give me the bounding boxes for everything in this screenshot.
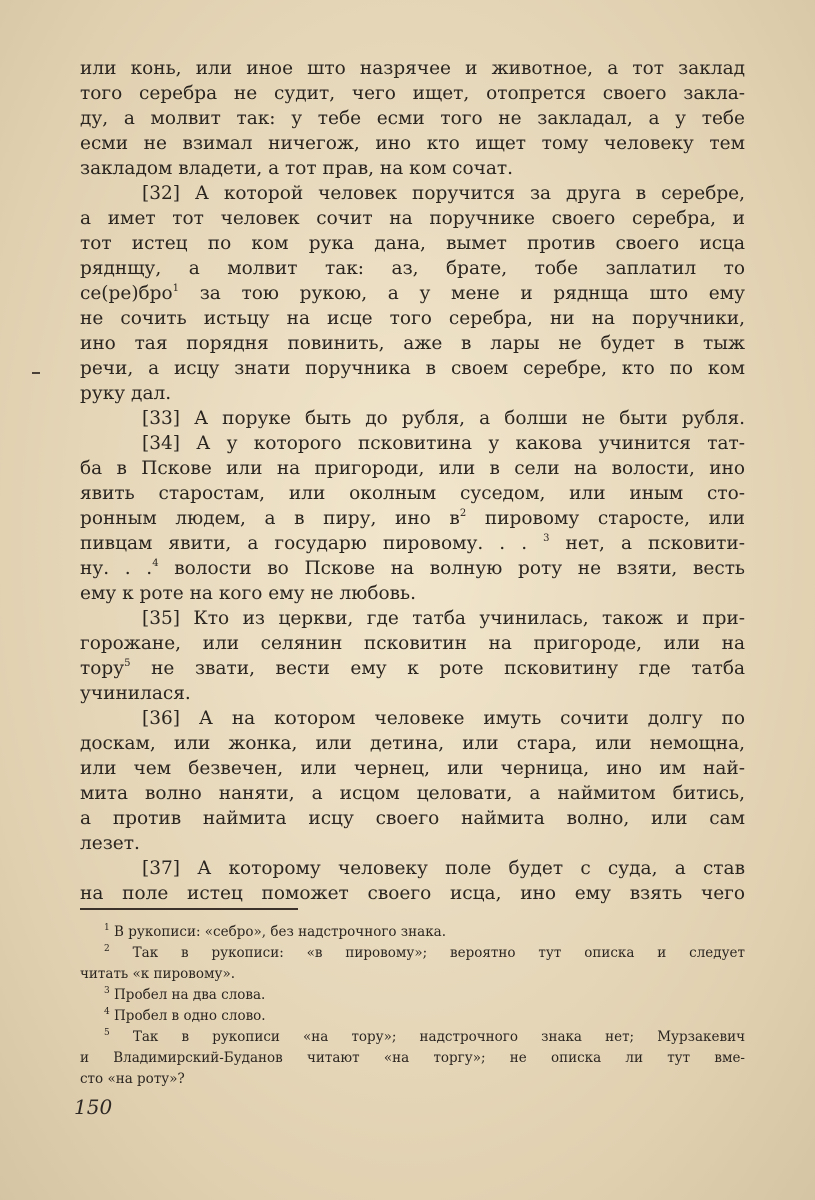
footnote-number: 2	[104, 944, 110, 954]
text-line: а имет тот человек сочит на поручнике своего серебра, и	[80, 208, 745, 229]
text-fragment: пировому старосте, или	[484, 508, 745, 529]
footnote-separator	[80, 908, 298, 910]
page-number: 150	[74, 1095, 113, 1119]
footnote-5	[80, 1027, 745, 1048]
footnote-marker-2: 2	[459, 508, 467, 519]
footnote-number: 3	[104, 986, 110, 996]
text-line-with-note-3	[80, 531, 745, 556]
text-line-with-note-5	[80, 656, 745, 681]
text-fragment: за тою рукою, а у мене и ряднща што ему	[199, 283, 745, 304]
article-34-line: [34] А у которого псковитина у какова учинится тат-	[142, 433, 745, 454]
footnote-number: 4	[104, 1007, 110, 1017]
text-line: ба в Пскове или на пригороди, или в сели на волости, ино	[80, 458, 745, 479]
text-line: ряднщу, а молвит так: аз, брате, тобе заплатил то	[80, 258, 745, 279]
footnote-text: Так в рукописи: «в пировому»; вероятно тут описка и следует	[132, 945, 745, 961]
footnotes-block	[80, 922, 745, 1090]
article-33-line: [33] А поруке быть до рубля, а болши не быти рубля.	[142, 408, 745, 429]
text-line: учинилася.	[80, 683, 191, 704]
text-line: того серебра не судит, чего ищет, отопрется своего закла-	[80, 83, 745, 104]
article-37-line: [37] А которому человеку поле будет с суда, а став	[142, 858, 745, 879]
text-line: ино тая порядня повинить, аже в лары не будет в тыж	[80, 333, 745, 354]
text-line: тот истец по ком рука дана, вымет против своего исца	[80, 233, 745, 254]
text-line: доскам, или жонка, или детина, или стара, или немощна,	[80, 733, 745, 754]
text-line: явить старостам, или околным суседом, или иным сто-	[80, 483, 745, 504]
text-line: ему к роте на кого ему не любовь.	[80, 583, 417, 604]
text-line: или чем безвечен, или чернец, или черница, ино им най-	[80, 758, 745, 779]
text-fragment: не звати, вести ему к роте псковитину где татба	[151, 658, 745, 679]
text-line: есми не взимал ничегож, ино кто ищет тому человеку тем	[80, 133, 745, 154]
text-line: закладом владети, а тот прав, на ком сочат.	[80, 158, 513, 179]
article-35-line: [35] Кто из церкви, где татба учинилась, також и при-	[142, 608, 745, 629]
text-fragment: волости во Пскове на волную роту не взяти, весть	[174, 558, 745, 579]
footnote-5-continued: сто «на роту»?	[80, 1071, 185, 1087]
text-line: лезет.	[80, 833, 140, 854]
text-fragment: нет, а псковити-	[565, 533, 745, 554]
footnote-marker-3: 3	[543, 533, 550, 544]
footnote-text: Пробел на два слова.	[114, 987, 266, 1003]
margin-mark	[32, 372, 40, 374]
text-line: руку дал.	[80, 383, 172, 404]
footnote-marker-5: 5	[124, 658, 131, 669]
footnote-number: 1	[104, 923, 110, 933]
footnote-marker-4: 4	[152, 558, 159, 569]
article-32-line: [32] А которой человек поручится за друга в серебре,	[142, 183, 745, 204]
text-line: речи, а исцу знати поручника в своем серебре, кто по ком	[80, 358, 745, 379]
text-line: не сочить истьцу на исце того серебра, ни на поручники,	[80, 308, 745, 329]
text-fragment: пивцам явити, а государю пировому. . .	[80, 533, 528, 554]
footnote-text: В рукописи: «себро», без надстрочного знака.	[114, 924, 446, 940]
footnote-1	[80, 922, 745, 943]
text-fragment: ну. . .	[80, 558, 153, 579]
text-line-with-note-2	[80, 506, 745, 531]
footnote-text: Так в рукописи «на тору»; надстрочного знака нет; Мурзакевич	[132, 1029, 745, 1045]
text-line-with-note-4	[80, 556, 745, 581]
footnote-text: Пробел в одно слово.	[114, 1008, 266, 1024]
footnote-number: 5	[104, 1028, 110, 1038]
text-line: а против наймита исцу своего наймита волно, или сам	[80, 808, 745, 829]
footnote-5-continued: и Владимирский-Буданов читают «на торгу»; не описка ли тут вме-	[80, 1050, 745, 1066]
text-fragment: тору	[80, 658, 125, 679]
text-line: на поле истец поможет своего исца, ино ему взять чего	[80, 883, 745, 904]
text-line: горожане, или селянин псковитин на пригороде, или на	[80, 633, 745, 654]
footnote-4	[80, 1006, 745, 1027]
text-fragment: ронным людем, а в пиру, ино в	[80, 508, 460, 529]
footnote-marker-1: 1	[172, 283, 180, 294]
footnote-3	[80, 985, 745, 1006]
footnote-2	[80, 943, 745, 964]
text-fragment: се(ре)бро	[80, 283, 173, 304]
text-line-with-note-1	[80, 281, 745, 306]
footnote-2-continued: читать «к пировому».	[80, 966, 236, 982]
text-line: мита волно наняти, а исцом целовати, а наймитом битись,	[80, 783, 745, 804]
text-line: ду, а молвит так: у тебе есми того не закладал, а у тебе	[80, 108, 745, 129]
text-line: или конь, или иное што назрячее и животное, а тот заклад	[80, 58, 745, 79]
main-text-block	[80, 56, 745, 906]
article-36-line: [36] А на котором человеке имуть сочити долгу по	[142, 708, 745, 729]
